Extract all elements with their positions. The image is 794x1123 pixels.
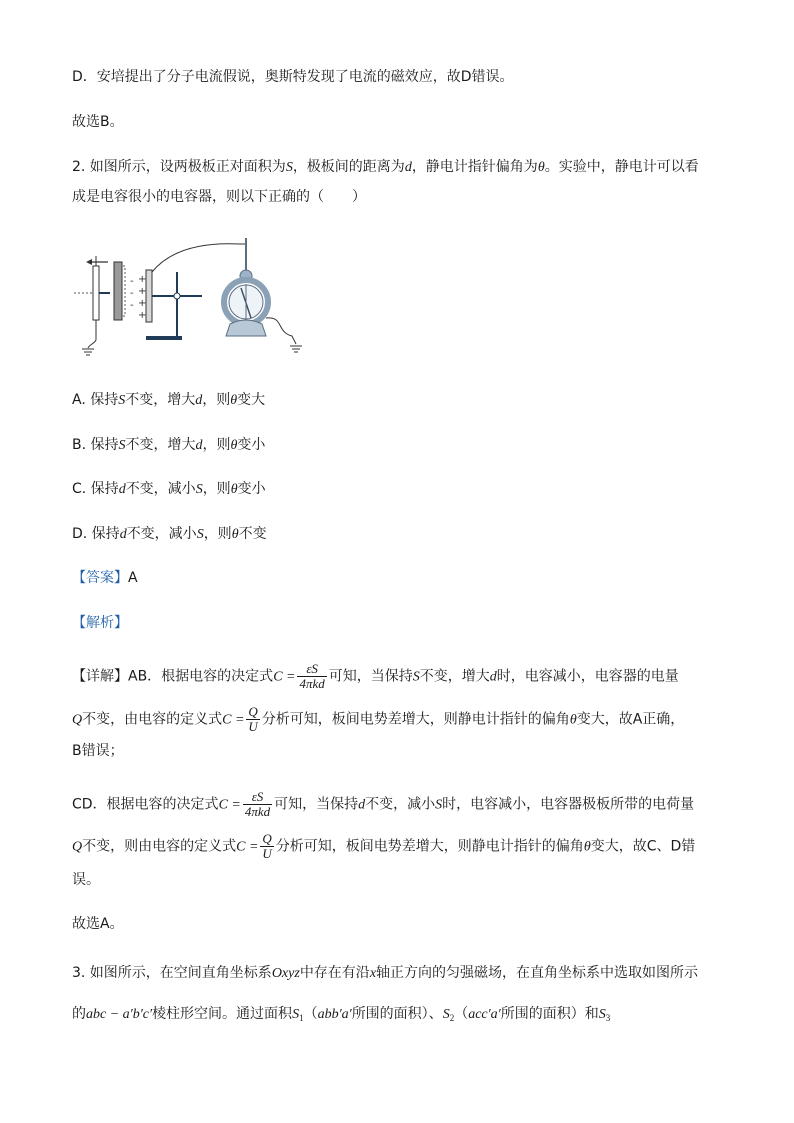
q2-detail-ab-line3: B错误； bbox=[72, 743, 124, 759]
q2-detail-ab-line1: 【详解】AB．根据电容的决定式C = $\frac{\varepsilon S}{\text{4πkd}}$ 可知，当保持S不变，增大d时，电容减小，电容器的电量 bbox=[72, 661, 679, 691]
q2-detail-ab-line2: Q不变，由电容的定义式C = $\frac{Q}{U}$ 分析可知，板间电势差增大，则静电计指针的偏角θ变大，故A正确， bbox=[72, 704, 685, 734]
charged-plate bbox=[114, 262, 122, 320]
plate-minus-sign: - bbox=[130, 288, 134, 299]
q2-detail-cd-line2: Q不变，则由电容的定义式C = $\frac{Q}{U}$ 分析可知，板间电势差增大，则静电计指针的偏角θ变大，故C、D错 bbox=[72, 831, 696, 861]
q2-analysis-label: 【解析】 bbox=[72, 615, 128, 631]
q2-option-a: A. 保持S不变，增大d，则θ变大 bbox=[72, 392, 266, 408]
capacitance-definition-formula: $\frac{Q}{U}$ bbox=[248, 704, 258, 734]
q2-option-d: D. 保持d不变，减小S，则θ不变 bbox=[72, 526, 267, 542]
q3-stem-line2: 的abc − a′b′c′棱柱形空间。通过面积$S_1(abb'a'$所围的面积）、$S_2(acc'a'$所围的面积）和$S_3$ bbox=[72, 1006, 611, 1023]
plate-plus-sign: + bbox=[138, 298, 147, 309]
q2-stem-line2: 成是电容很小的电容器，则以下正确的（ ） bbox=[72, 189, 366, 205]
plate-minus-sign: - bbox=[130, 300, 134, 311]
plate-plus-sign: + bbox=[138, 286, 147, 297]
capacitor-electrometer-figure bbox=[70, 232, 310, 362]
capacitance-determinative-formula: $\frac{\varepsilon S}{\text{4πkd}}$ bbox=[244, 789, 271, 819]
capacitance-determinative-formula: $\frac{\varepsilon S}{\text{4πkd}}$ bbox=[299, 661, 325, 691]
q2-option-c: C. 保持d不变，减小S，则θ变小 bbox=[72, 481, 266, 497]
prev-answer-line: 故选B。 bbox=[72, 114, 124, 130]
q2-final-answer: 故选A。 bbox=[72, 916, 124, 932]
q2-detail-cd-line3: 误。 bbox=[72, 872, 100, 888]
prev-option-d-explanation: D．安培提出了分子电流假说，奥斯特发现了电流的磁效应，故D错误。 bbox=[72, 69, 514, 85]
q2-detail-cd-line1: CD．根据电容的决定式C = $\frac{\varepsilon S}{\text{4πkd}}$ 可知，当保持d不变，减小S时，电容减小，电容器极板所带的电荷量 bbox=[72, 789, 695, 819]
answer-value: A bbox=[128, 570, 138, 586]
answer-label: 【答案】 bbox=[72, 570, 128, 586]
q3-stem-line1: 3. 如图所示，在空间直角坐标系Oxyz中存在有沿x轴正方向的匀强磁场，在直角坐标系中选取如图所示 bbox=[72, 965, 699, 981]
q2-answer bbox=[72, 568, 138, 588]
plate-plus-sign: + bbox=[138, 310, 147, 321]
capacitance-definition-formula: $\frac{Q}{U}$ bbox=[262, 831, 272, 861]
fixed-plate bbox=[146, 270, 152, 322]
q2-stem-line1: 2. 如图所示，设两极板正对面积为S，极板间的距离为d，静电计指针偏角为θ。实验中，静电计可以看 bbox=[72, 159, 699, 175]
q2-option-b: B. 保持S不变，增大d，则θ变小 bbox=[72, 437, 266, 453]
left-plate bbox=[93, 266, 99, 320]
plate-plus-sign: + bbox=[138, 274, 147, 285]
plate-minus-sign: - bbox=[130, 276, 134, 287]
